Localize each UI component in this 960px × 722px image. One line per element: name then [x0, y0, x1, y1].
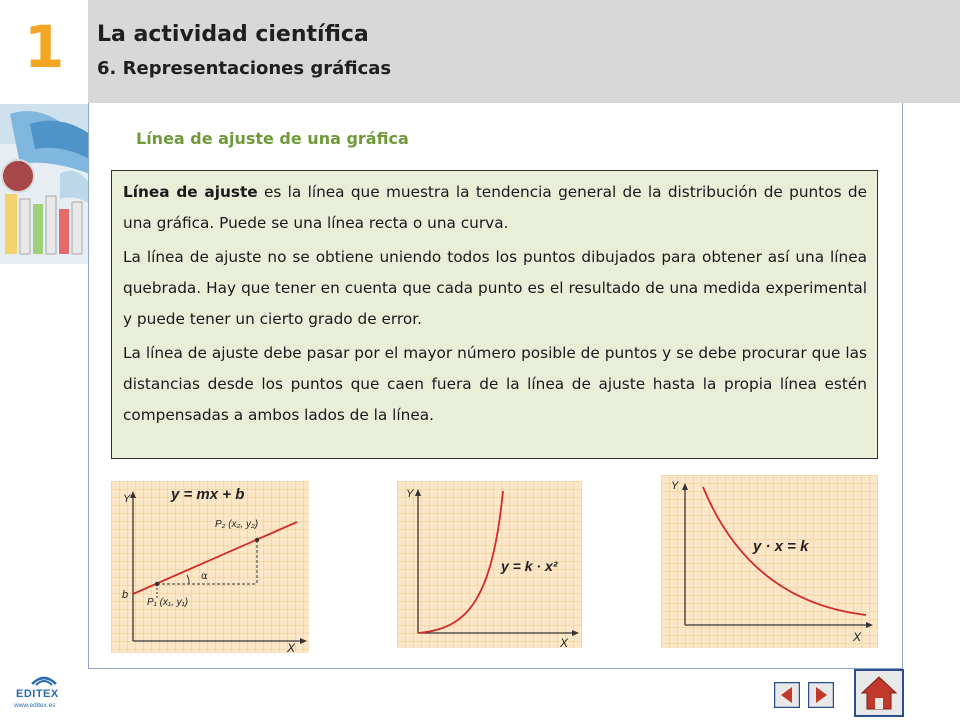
angle-label: α [201, 571, 208, 582]
hyperbola-y-axis-label: Y [671, 480, 679, 492]
intercept-label: b [122, 589, 129, 601]
triangle-left-icon [774, 682, 800, 708]
parabola-graph [397, 481, 582, 648]
linear-x-axis-label: X [287, 641, 296, 653]
lab-photo [0, 104, 90, 264]
triangle-right-icon [808, 682, 834, 708]
paragraph-2: La línea de ajuste no se obtiene uniendo todos los puntos dibujados para obtener así una línea quebrada. Hay que tener en cuenta que cada punto es el resultado de una medida experimental y puede tener un cierto grado de error. [123, 248, 867, 328]
linear-equation: y = mx + b [171, 486, 245, 503]
hyperbola-equation: y · x = k [753, 538, 809, 555]
section-title: Línea de ajuste de una gráfica [136, 129, 409, 148]
hyperbola-x-axis-label: X [853, 630, 862, 644]
editex-brand: EDITEX [16, 688, 59, 700]
home-icon [854, 669, 904, 717]
parabola-equation: y = k · x² [501, 558, 558, 574]
paragraph-1-text: es la línea que muestra la tendencia general de la distribución de puntos de una gráfica. Puede se una línea recta o una curva. [123, 183, 867, 232]
definition-box [111, 170, 878, 459]
linear-graph [111, 481, 309, 653]
page-title: La actividad científica [97, 22, 369, 47]
parabola-x-axis-label: X [560, 636, 569, 648]
previous-button[interactable] [774, 682, 800, 708]
chapter-number: 1 [24, 13, 65, 81]
header-band [88, 0, 960, 103]
parabola-y-axis-label: Y [406, 488, 414, 500]
home-button[interactable] [854, 669, 904, 717]
paragraph-1 [123, 177, 867, 239]
term-bold: Línea de ajuste [123, 183, 258, 201]
linear-y-axis-label: Y [123, 493, 131, 505]
editex-url: www.editex.es [14, 702, 56, 709]
next-button[interactable] [808, 682, 834, 708]
point-p2-label: P₂ (x₂, y₂) [215, 519, 259, 530]
page-subtitle: 6. Representaciones gráficas [97, 58, 392, 79]
paragraph-3: La línea de ajuste debe pasar por el mayor número posible de puntos y se debe procurar que las distancias desde los puntos que caen fuera de la línea de ajuste hasta la propia línea estén compensadas a ambos lados de la línea. [123, 344, 867, 424]
point-p1-label: P₁ (x₁, y₁) [147, 597, 189, 608]
hyperbola-graph [661, 475, 878, 648]
